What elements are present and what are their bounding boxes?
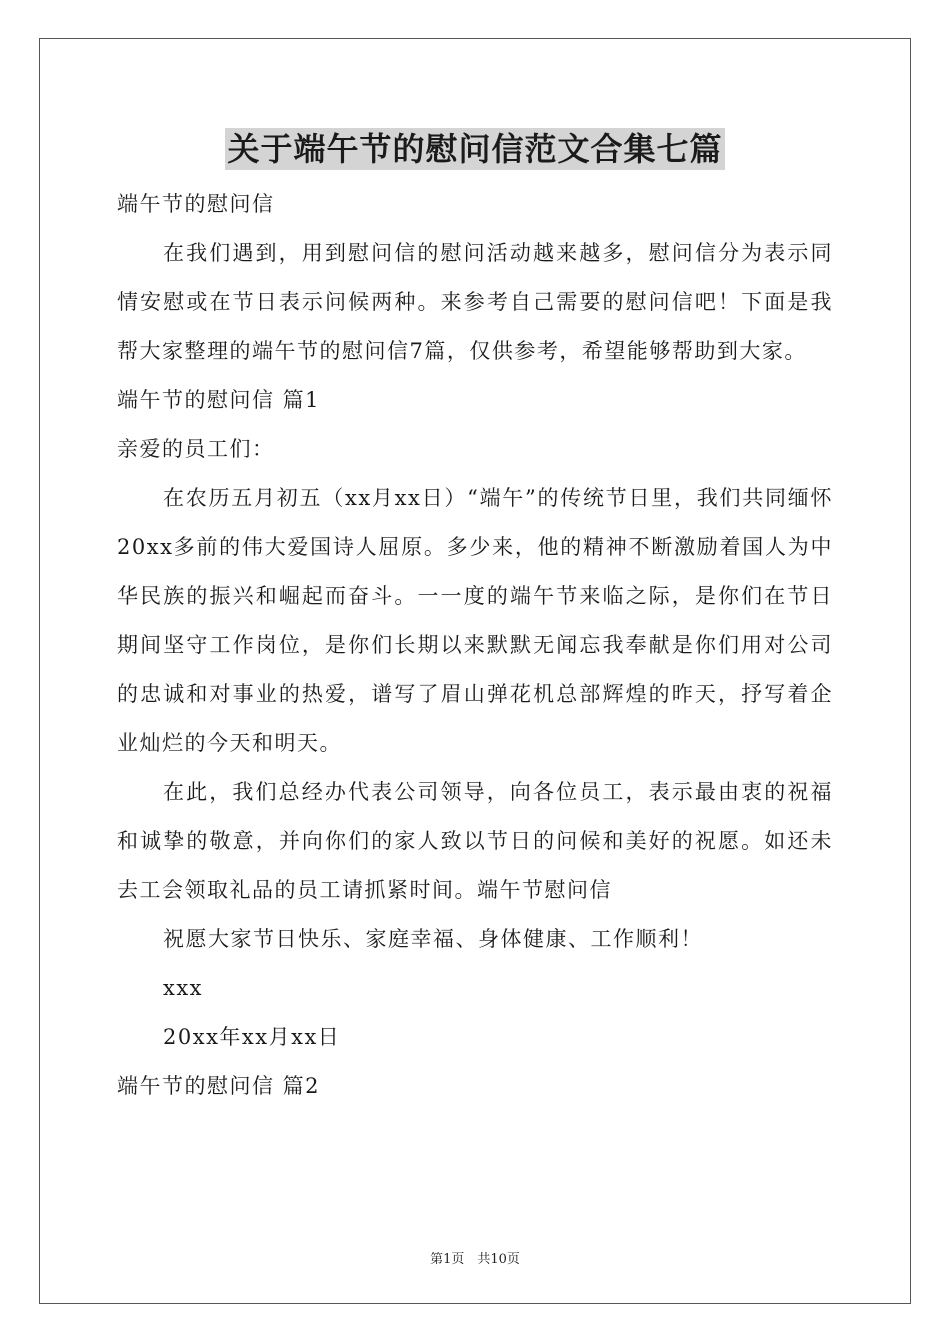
page-footer: 第1页 共10页 [430,1252,520,1267]
paragraph: 20xx年xx月xx日 [163,1025,341,1049]
document-title: 关于端午节的慰问信范文合集七篇 [227,130,723,168]
paragraph: 在农历五月初五（xx月xx日）“端午”的传统节日里，我们共同缅怀20xx多前的伟大爱国诗人屈原。多少来，他的精神不断激励着国人为中华民族的振兴和崛起而奋斗。一一度的端午节来临之际，是你们在节日期间坚守工作岗位，是你们长期以来默默无闻忘我奉献是你们用对公司的忠诚和对事业的热爱，谱写了眉山弹花机总部辉煌的昨天，抒写着企业灿烂的今天和明天。 [117,486,833,755]
paragraph: 端午节的慰问信 [117,192,275,216]
paragraph: 祝愿大家节日快乐、家庭幸福、身体健康、工作顺利！ [163,927,703,951]
paragraph: 端午节的慰问信 篇1 [117,388,321,412]
paragraph: 在我们遇到，用到慰问信的慰问活动越来越多，慰问信分为表示同情安慰或在节日表示问候两种。来参考自己需要的慰问信吧！下面是我帮大家整理的端午节的慰问信7篇，仅供参考，希望能够帮助到大家。 [117,241,833,363]
paragraph: xxx [163,976,204,1000]
paragraph: 亲爱的员工们： [117,437,275,461]
paragraph-list [117,180,833,1111]
paragraph: 在此，我们总经办代表公司领导，向各位员工，表示最由衷的祝福和诚挚的敬意，并向你们的家人致以节日的问候和美好的祝愿。如还未去工会领取礼品的员工请抓紧时间。端午节慰问信 [117,780,833,902]
paragraph: 端午节的慰问信 篇2 [117,1074,321,1098]
title-wrap [117,128,833,170]
document-body [117,128,833,1111]
